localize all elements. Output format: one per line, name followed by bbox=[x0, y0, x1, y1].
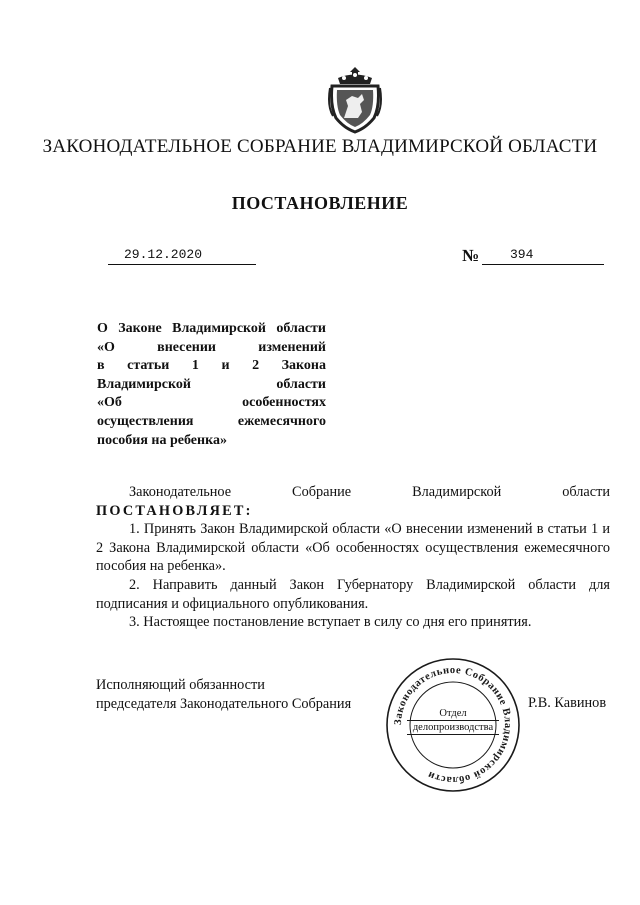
office-stamp bbox=[385, 657, 521, 793]
subject-line: О Законе Владимирской области bbox=[97, 321, 326, 336]
document-type-heading: ПОСТАНОВЛЕНИЕ bbox=[231, 193, 409, 213]
signer-title-line: Исполняющий обязанности bbox=[96, 677, 265, 693]
body-intro: Законодательное Собрание Владимирской области bbox=[129, 484, 610, 500]
subject-line: «Об особенностях bbox=[97, 395, 326, 411]
document-body bbox=[96, 483, 610, 632]
stamp-center-text bbox=[407, 707, 499, 735]
subject-line: пособия на ребенка» bbox=[97, 432, 227, 448]
subject-line: в статьи 1 и 2 Закона bbox=[97, 358, 326, 374]
signer-title bbox=[96, 676, 351, 714]
organization-title: ЗАКОНОДАТЕЛЬНОЕ СОБРАНИЕ ВЛАДИМИРСКОЙ ОБЛАСТИ bbox=[42, 136, 598, 157]
body-item: 1. Принять Закон Владимирской области «О внесении изменений в статьи 1 и 2 Закона Владимирской области «Об особенностях осуществления ежемесячного пособия на ребенка». bbox=[96, 521, 610, 575]
document-date: 29.12.2020 bbox=[108, 247, 256, 265]
coat-of-arms-emblem bbox=[328, 66, 382, 134]
document-number: 394 bbox=[482, 247, 604, 265]
body-item: 2. Направить данный Закон Губернатору Владимирской области для подписания и официального опубликования. bbox=[96, 576, 610, 612]
stamp-center-line: Отдел bbox=[439, 708, 467, 719]
signer-name: Р.В. Кавинов bbox=[528, 695, 607, 711]
subject-line: осуществления ежемесячного bbox=[97, 413, 326, 429]
number-sign: № bbox=[462, 246, 480, 265]
subject-line: «О внесении изменений bbox=[97, 339, 326, 355]
subject-line: Владимирской области bbox=[97, 376, 326, 392]
document-subject bbox=[97, 320, 326, 450]
body-item: 3. Настоящее постановление вступает в силу со дня его принятия. bbox=[129, 614, 532, 631]
signer-title-line: председателя Законодательного Собрания bbox=[96, 696, 352, 712]
stamp-ring-text: Законодательное Собрание Владимирской области bbox=[392, 664, 514, 786]
stamp-center-line: делопроизводства bbox=[407, 720, 499, 735]
decree-keyword: ПОСТАНОВЛЯЕТ: bbox=[96, 502, 253, 519]
